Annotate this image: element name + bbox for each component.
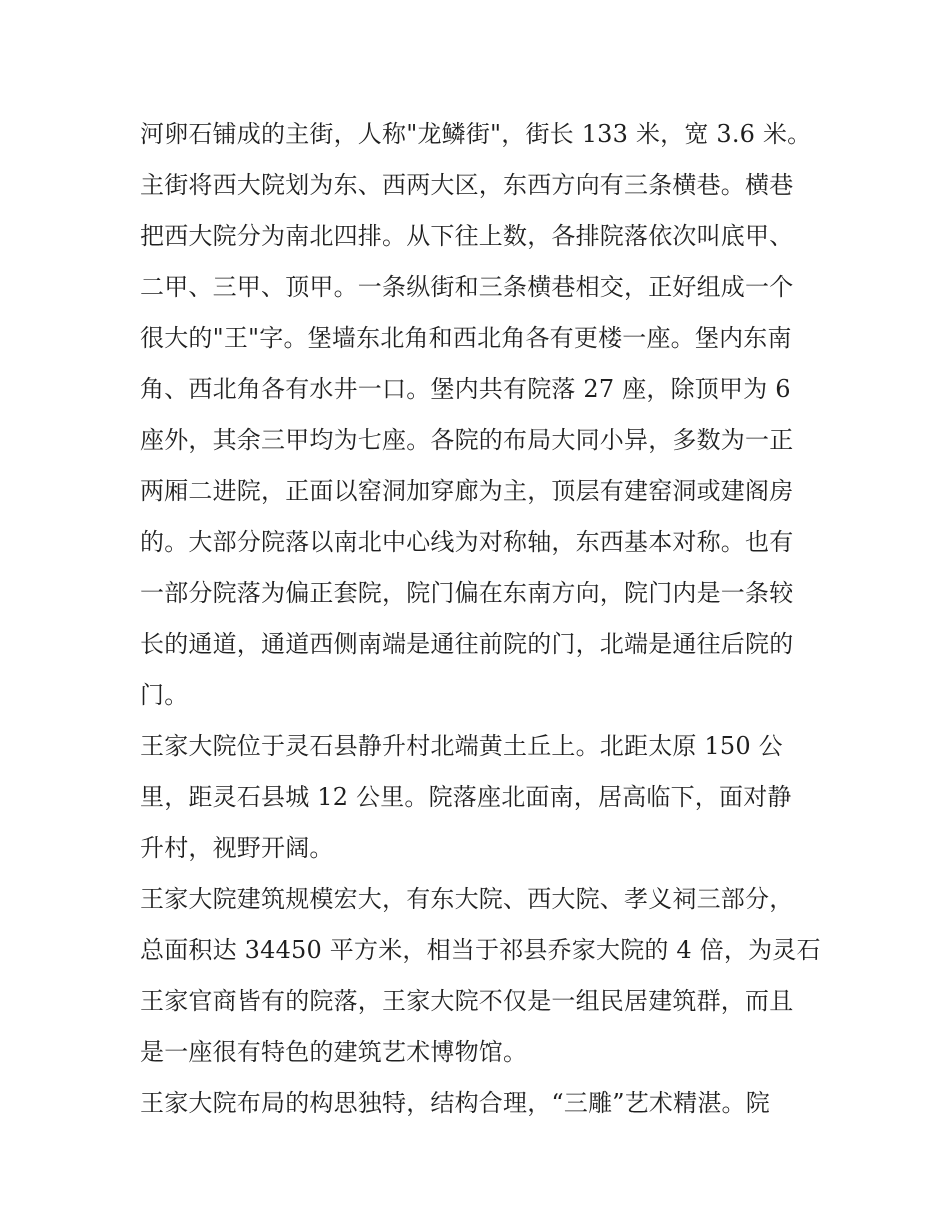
body-text (140, 109, 820, 1129)
text-line-11: 长的通道，通道西侧南端是通往前院的门，北端是通往后院的 (140, 630, 794, 658)
text-line-6: 角、西北角各有水井一口。堡内共有院落 27 座，除顶甲为 6 (140, 375, 791, 403)
text-line-16: 王家大院建筑规模宏大，有东大院、西大院、孝义祠三部分， (140, 885, 794, 913)
text-line-10: 一部分院落为偏正套院，院门偏在东南方向，院门内是一条较 (140, 579, 794, 607)
text-line-12: 门。 (140, 681, 189, 709)
text-line-14: 里，距灵石县城 12 公里。院落座北面南，居高临下，面对静 (140, 783, 792, 811)
text-line-20: 王家大院布局的构思独特，结构合理，“三雕”艺术精湛。院 (140, 1089, 770, 1117)
text-line-1: 河卵石铺成的主街，人称"龙鳞街"，街长 133 米，宽 3.6 米。 (140, 120, 812, 148)
text-line-18: 王家官商皆有的院落，王家大院不仅是一组民居建筑群，而且 (140, 987, 794, 1015)
text-line-3: 把西大院分为南北四排。从下往上数，各排院落依次叫底甲、 (140, 222, 794, 250)
text-line-17: 总面积达 34450 平方米，相当于祁县乔家大院的 4 倍，为灵石 (140, 936, 821, 964)
text-line-4: 二甲、三甲、顶甲。一条纵街和三条横巷相交，正好组成一个 (140, 273, 794, 301)
text-line-5: 很大的"王"字。堡墙东北角和西北角各有更楼一座。堡内东南 (140, 324, 792, 352)
text-line-7: 座外，其余三甲均为七座。各院的布局大同小异，多数为一正 (140, 426, 794, 454)
text-line-13: 王家大院位于灵石县静升村北端黄土丘上。北距太原 150 公 (140, 732, 783, 760)
text-line-8: 两厢二进院，正面以窑洞加穿廊为主，顶层有建窑洞或建阁房 (140, 477, 794, 505)
text-line-19: 是一座很有特色的建筑艺术博物馆。 (140, 1038, 528, 1066)
text-line-15: 升村，视野开阔。 (140, 834, 334, 862)
text-line-9: 的。大部分院落以南北中心线为对称轴，东西基本对称。也有 (140, 528, 794, 556)
text-line-2: 主街将西大院划为东、西两大区，东西方向有三条横巷。横巷 (140, 171, 794, 199)
